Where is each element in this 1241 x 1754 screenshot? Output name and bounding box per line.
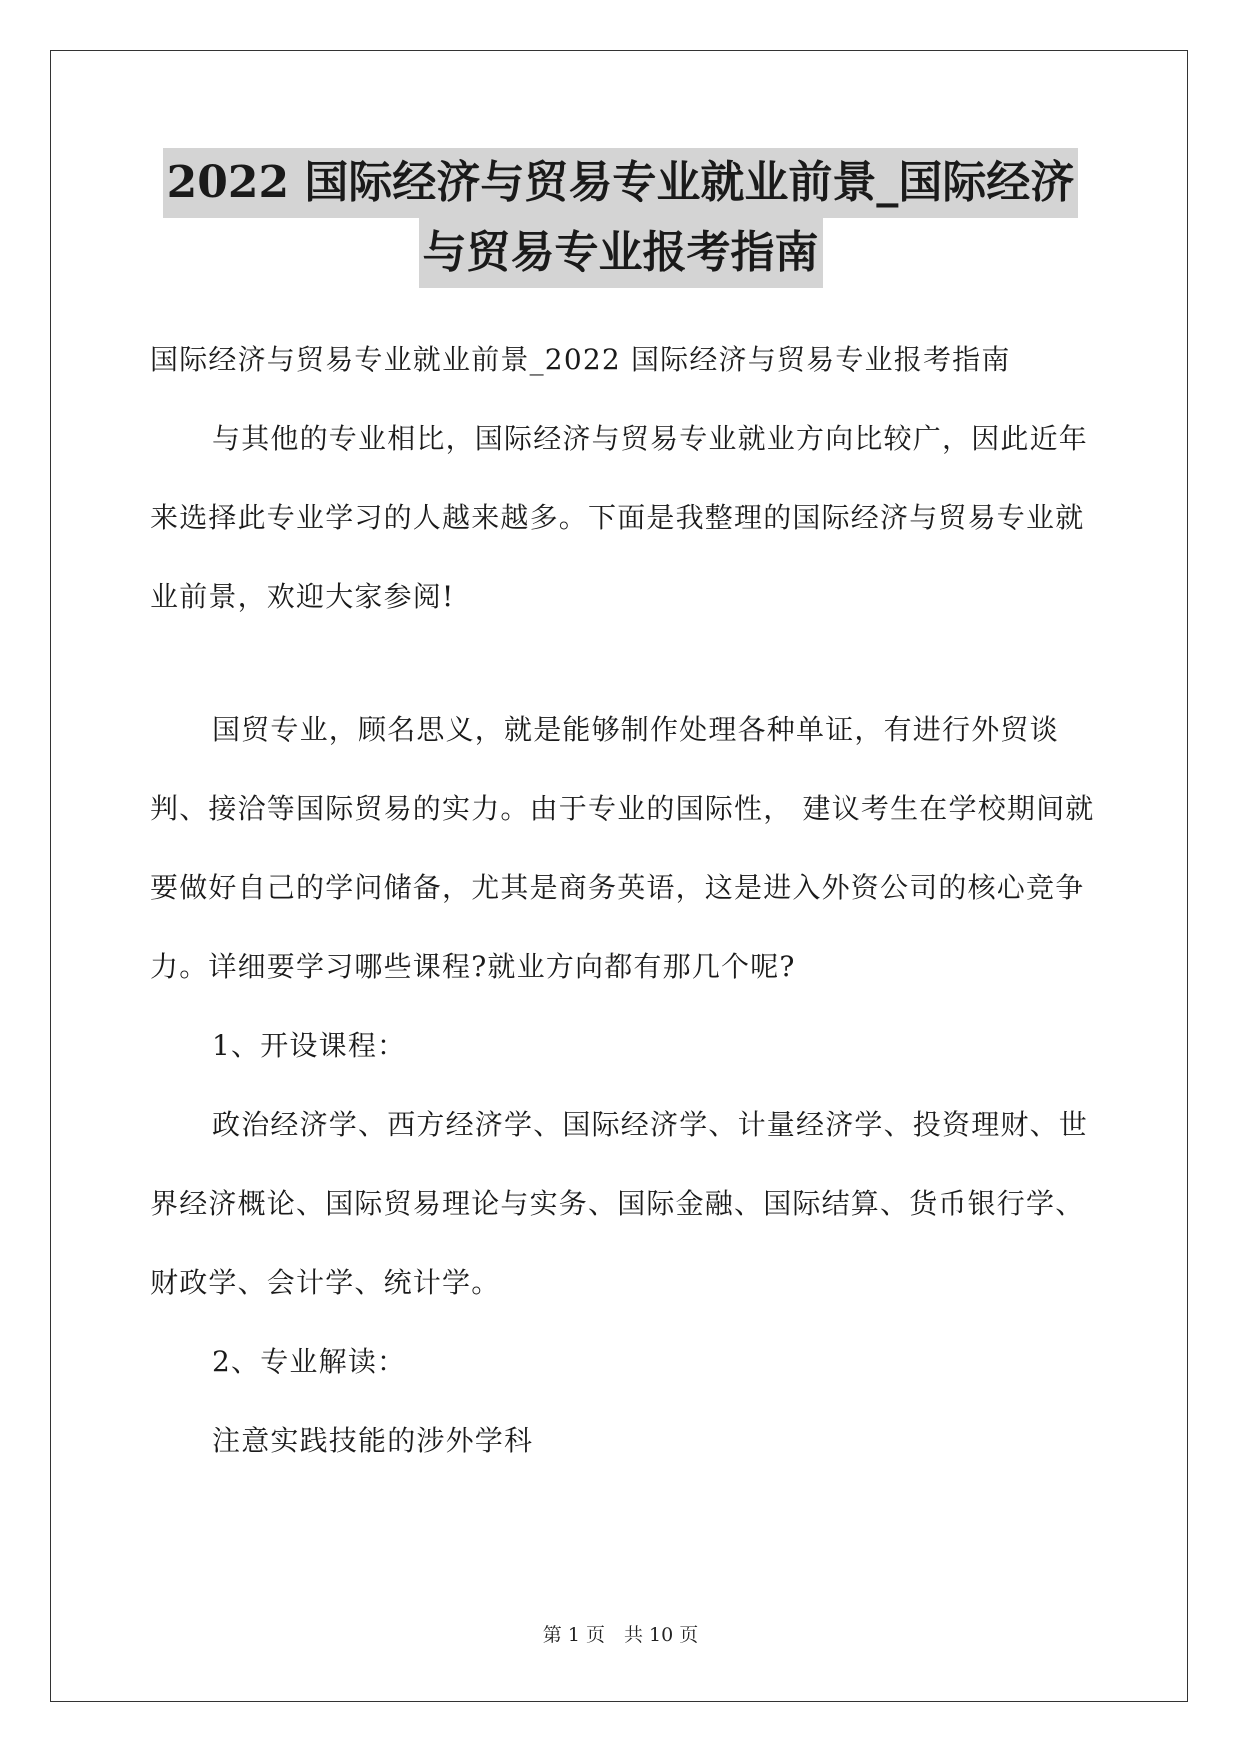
title-line-2: 与贸易专业报考指南	[419, 218, 823, 288]
heading-courses: 1、开设课程：	[212, 1029, 407, 1062]
document-title	[150, 148, 1091, 288]
title-line-1: 2022 国际经济与贸易专业就业前景_国际经济	[163, 148, 1079, 218]
paragraph-practice-skills: 注意实践技能的涉外学科	[212, 1424, 534, 1457]
document-body	[150, 320, 1100, 1480]
document-subtitle: 国际经济与贸易专业就业前景_2022 国际经济与贸易专业报考指南	[150, 343, 1011, 376]
paragraph-courses-list: 政治经济学、西方经济学、国际经济学、计量经济学、投资理财、世界经济概论、国际贸易理论与实务、国际金融、国际结算、货币银行学、财政学、会计学、统计学。	[150, 1108, 1089, 1299]
paragraph-major-overview: 国贸专业，顾名思义，就是能够制作处理各种单证，有进行外贸谈判、接洽等国际贸易的实力。由于专业的国际性， 建议考生在学校期间就要做好自己的学问储备，尤其是商务英语，这是进入外资公司的核心竞争力。详细要学习哪些课程?就业方向都有那几个呢?	[150, 713, 1095, 983]
heading-major-interpretation: 2、专业解读：	[212, 1345, 407, 1378]
paragraph-intro: 与其他的专业相比，国际经济与贸易专业就业方向比较广，因此近年来选择此专业学习的人越来越多。下面是我整理的国际经济与贸易专业就业前景，欢迎大家参阅!	[150, 422, 1089, 613]
paragraph-gap	[150, 636, 1100, 690]
page-number: 第 1 页 共 10 页	[542, 1624, 699, 1646]
